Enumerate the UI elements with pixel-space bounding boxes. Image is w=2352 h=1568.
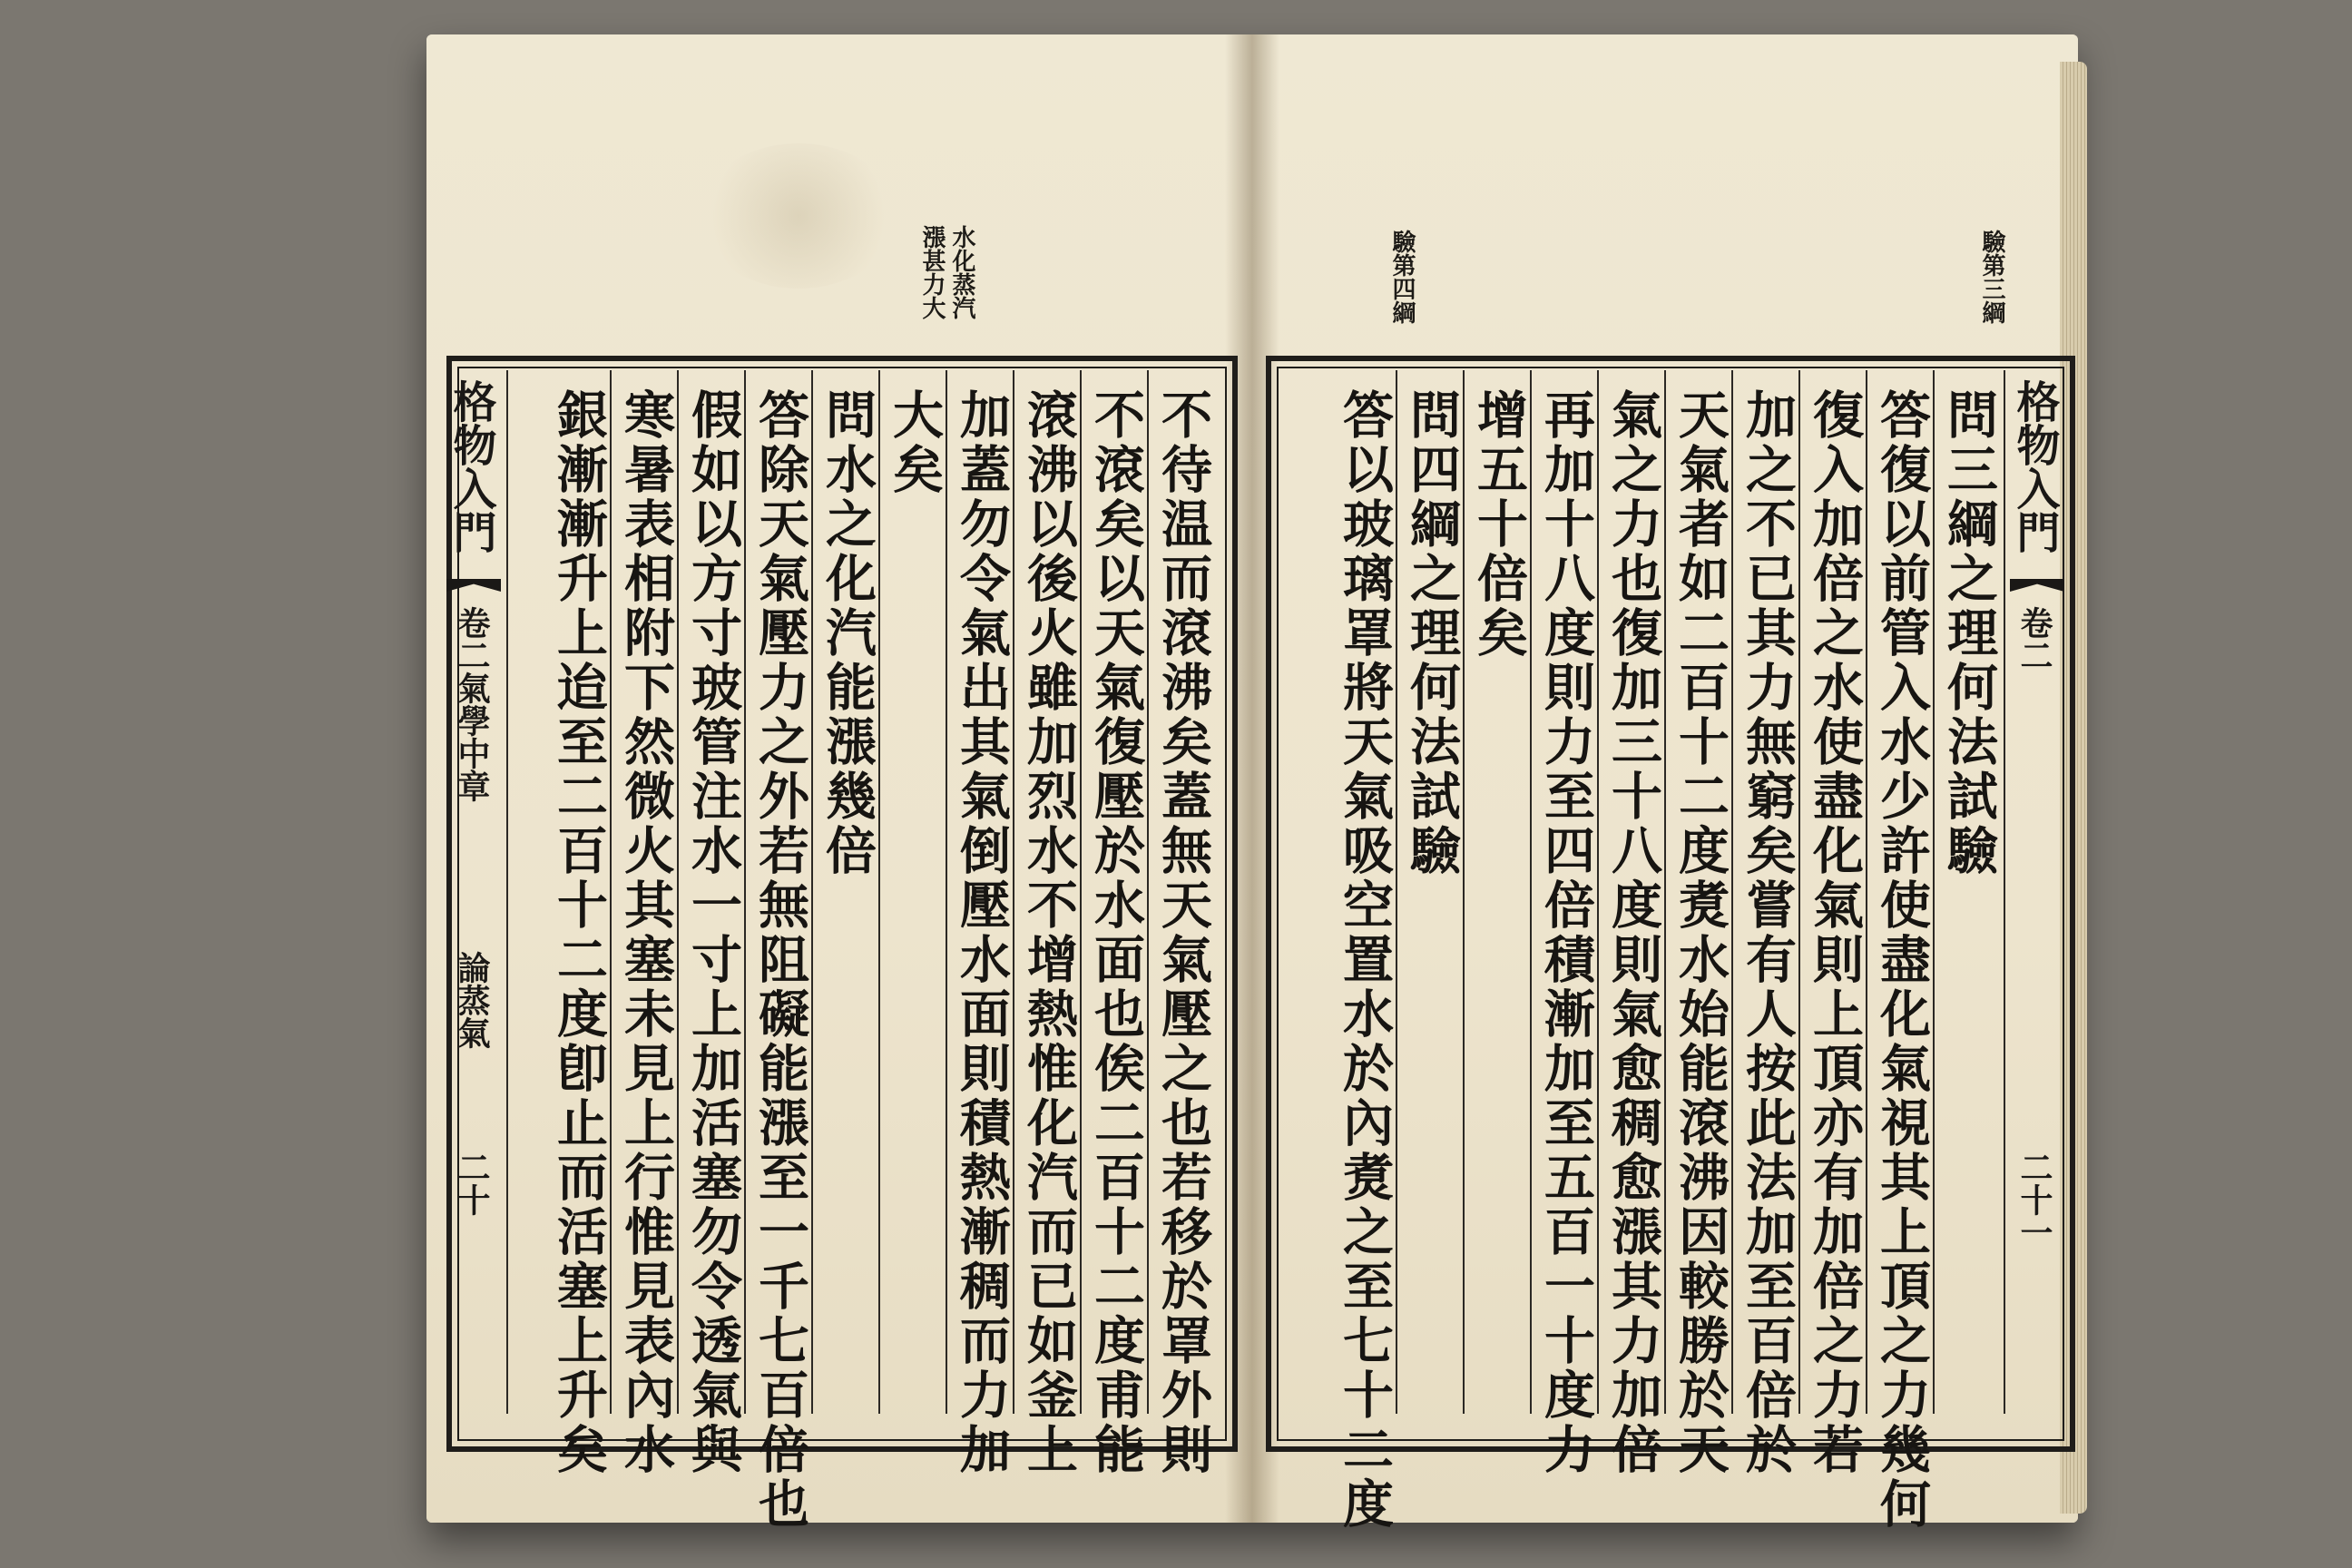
column-rule (1798, 370, 1800, 1414)
right-spine-section: 卷二 (2015, 606, 2053, 671)
left-column-3: 滾沸以後火雖加烈水不增熱惟化汽而已如釜上 (1019, 388, 1079, 1477)
right-header-note-2: 驗第三綱 (1978, 230, 2005, 324)
right-page-number: 二十一 (2015, 1151, 2053, 1249)
column-rule (1664, 370, 1666, 1414)
right-column-8: 增五十倍矣 (1469, 388, 1529, 661)
left-column-9: 寒暑表相附下然微火其塞未見上行惟見表內水 (616, 388, 676, 1477)
column-rule (744, 370, 746, 1414)
left-header-note-1: 水化蒸汽 (948, 225, 975, 319)
left-page-number: 二十 (453, 1151, 491, 1216)
left-column-2: 不滾矣以天氣復壓於水面也俟二百十二度甫能 (1086, 388, 1146, 1477)
left-column-10: 銀漸漸升上迨至二百十二度卽止而活塞上升矣 (549, 388, 609, 1477)
left-header-note-2: 漲甚力大 (918, 225, 946, 319)
right-column-10: 答以玻璃罩將天氣吸空置水於內煑之至七十二度 (1335, 388, 1395, 1532)
left-column-6: 問水之化汽能漲幾倍 (818, 388, 877, 878)
left-column-1: 不待温而滾沸矣蓋無天氣壓之也若移於罩外則 (1153, 388, 1213, 1477)
right-column-4: 加之不已其力無窮矣嘗有人按此法加至百倍於 (1738, 388, 1798, 1477)
left-column-5: 大矣 (885, 388, 945, 497)
right-column-3: 復入加倍之水使盡化氣則上頂亦有加倍之力若 (1805, 388, 1865, 1477)
left-column-8: 假如以方寸玻管注水一寸上加活塞勿令透氣與 (683, 388, 743, 1477)
right-column-2: 答復以前管入水少許使盡化氣視其上頂之力幾何 (1872, 388, 1932, 1532)
right-spine-rule (2004, 370, 2005, 1414)
column-rule (1396, 370, 1397, 1414)
ink-stain (699, 143, 898, 289)
column-rule (946, 370, 947, 1414)
right-spine-title: 格物入門 (2009, 379, 2060, 554)
column-rule (1731, 370, 1733, 1414)
left-spine-topic: 論蒸氣 (453, 951, 491, 1049)
column-rule (677, 370, 679, 1414)
right-header-note-1: 驗第四綱 (1388, 230, 1416, 324)
left-spine-rule (506, 370, 508, 1414)
right-column-1: 問三綱之理何法試驗 (1939, 388, 1999, 878)
right-column-5: 天氣者如二百十二度煑水始能滾沸因較勝於天 (1671, 388, 1730, 1477)
column-rule (1597, 370, 1599, 1414)
left-spine-section: 卷二氣學中章 (453, 606, 491, 802)
column-rule (1933, 370, 1935, 1414)
column-rule (878, 370, 880, 1414)
column-rule (1530, 370, 1532, 1414)
column-rule (1463, 370, 1465, 1414)
column-rule (1866, 370, 1867, 1414)
column-rule (1013, 370, 1014, 1414)
right-column-9: 問四綱之理何法試驗 (1402, 388, 1462, 878)
left-column-4: 加蓋勿令氣出其氣倒壓水面則積熱漸稠而力加 (952, 388, 1012, 1477)
column-rule (811, 370, 813, 1414)
left-column-7: 答除天氣壓力之外若無阻礙能漲至一千七百倍也 (750, 388, 810, 1532)
open-book (426, 34, 2078, 1532)
column-rule (1080, 370, 1082, 1414)
left-spine-title: 格物入門 (446, 379, 496, 554)
column-rule (610, 370, 612, 1414)
right-column-7: 再加十八度則力至四倍積漸加至五百一十度力 (1536, 388, 1596, 1477)
column-rule (1147, 370, 1149, 1414)
right-column-6: 氣之力也復加三十八度則氣愈稠愈漲其力加倍 (1603, 388, 1663, 1477)
